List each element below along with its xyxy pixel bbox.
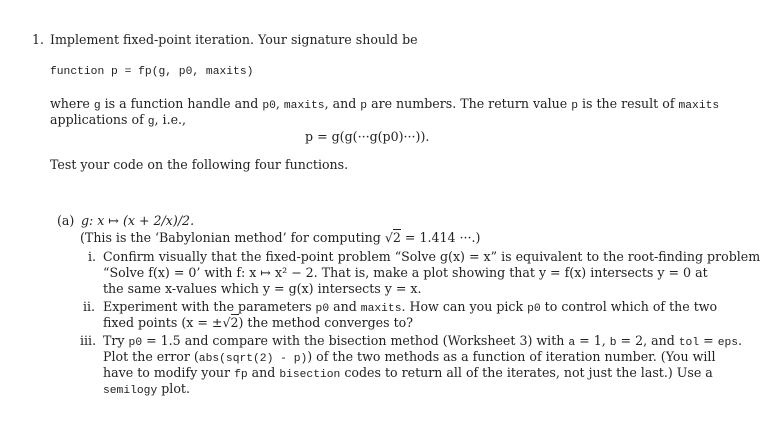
item-iii-line-4: semilogy plot.	[103, 381, 190, 397]
item-i-label: i.	[88, 249, 97, 264]
part-a-function: g: x ↦ (x + 2/x)/2.	[81, 213, 195, 228]
item-i-line-3: the same x-values which y = g(x) intersects y = x.	[103, 281, 422, 296]
item-i-line-1: Confirm visually that the fixed-point problem “Solve g(x) = x” is equivalent to the root-finding problem	[103, 249, 760, 264]
iteration-formula: p = g(g(···g(p0)···)).	[305, 129, 430, 144]
item-iii-line-2: Plot the error (abs(sqrt(2) - p)) of the two methods as a function of iteration number. (You will	[103, 349, 716, 365]
problem-intro: Implement fixed-point iteration. Your signature should be	[50, 32, 418, 47]
item-iii-line-1: Try p0 = 1.5 and compare with the bisection method (Worksheet 3) with a = 1, b = 2, and tol = eps.	[103, 333, 743, 349]
item-iii-label: iii.	[80, 333, 97, 348]
description-line-1: where g is a function handle and p0, maxits, and p are numbers. The return value p is the result of maxits	[50, 96, 720, 112]
item-iii-line-3: have to modify your fp and bisection codes to return all of the iterates, not just the last.) Use a	[103, 365, 713, 381]
function-signature: function p = fp(g, p0, maxits)	[50, 66, 254, 78]
item-ii-line-2: fixed points (x = ±√2) the method converges to?	[103, 315, 413, 330]
test-instruction: Test your code on the following four functions.	[50, 157, 349, 172]
problem-number: 1.	[32, 32, 45, 47]
item-i-line-2: “Solve f(x) = 0’ with f: x ↦ x² − 2. That is, make a plot showing that y = f(x) intersects y = 0 at	[103, 265, 708, 280]
item-ii-label: ii.	[83, 299, 96, 314]
item-ii-line-1: Experiment with the parameters p0 and maxits. How can you pick p0 to control which of the two	[103, 299, 718, 315]
description-line-2: applications of g, i.e.,	[50, 112, 187, 128]
part-a-note: (This is the ‘Babylonian method’ for computing √2 = 1.414 ···.)	[80, 230, 481, 245]
part-a-label: (a)	[57, 213, 75, 228]
